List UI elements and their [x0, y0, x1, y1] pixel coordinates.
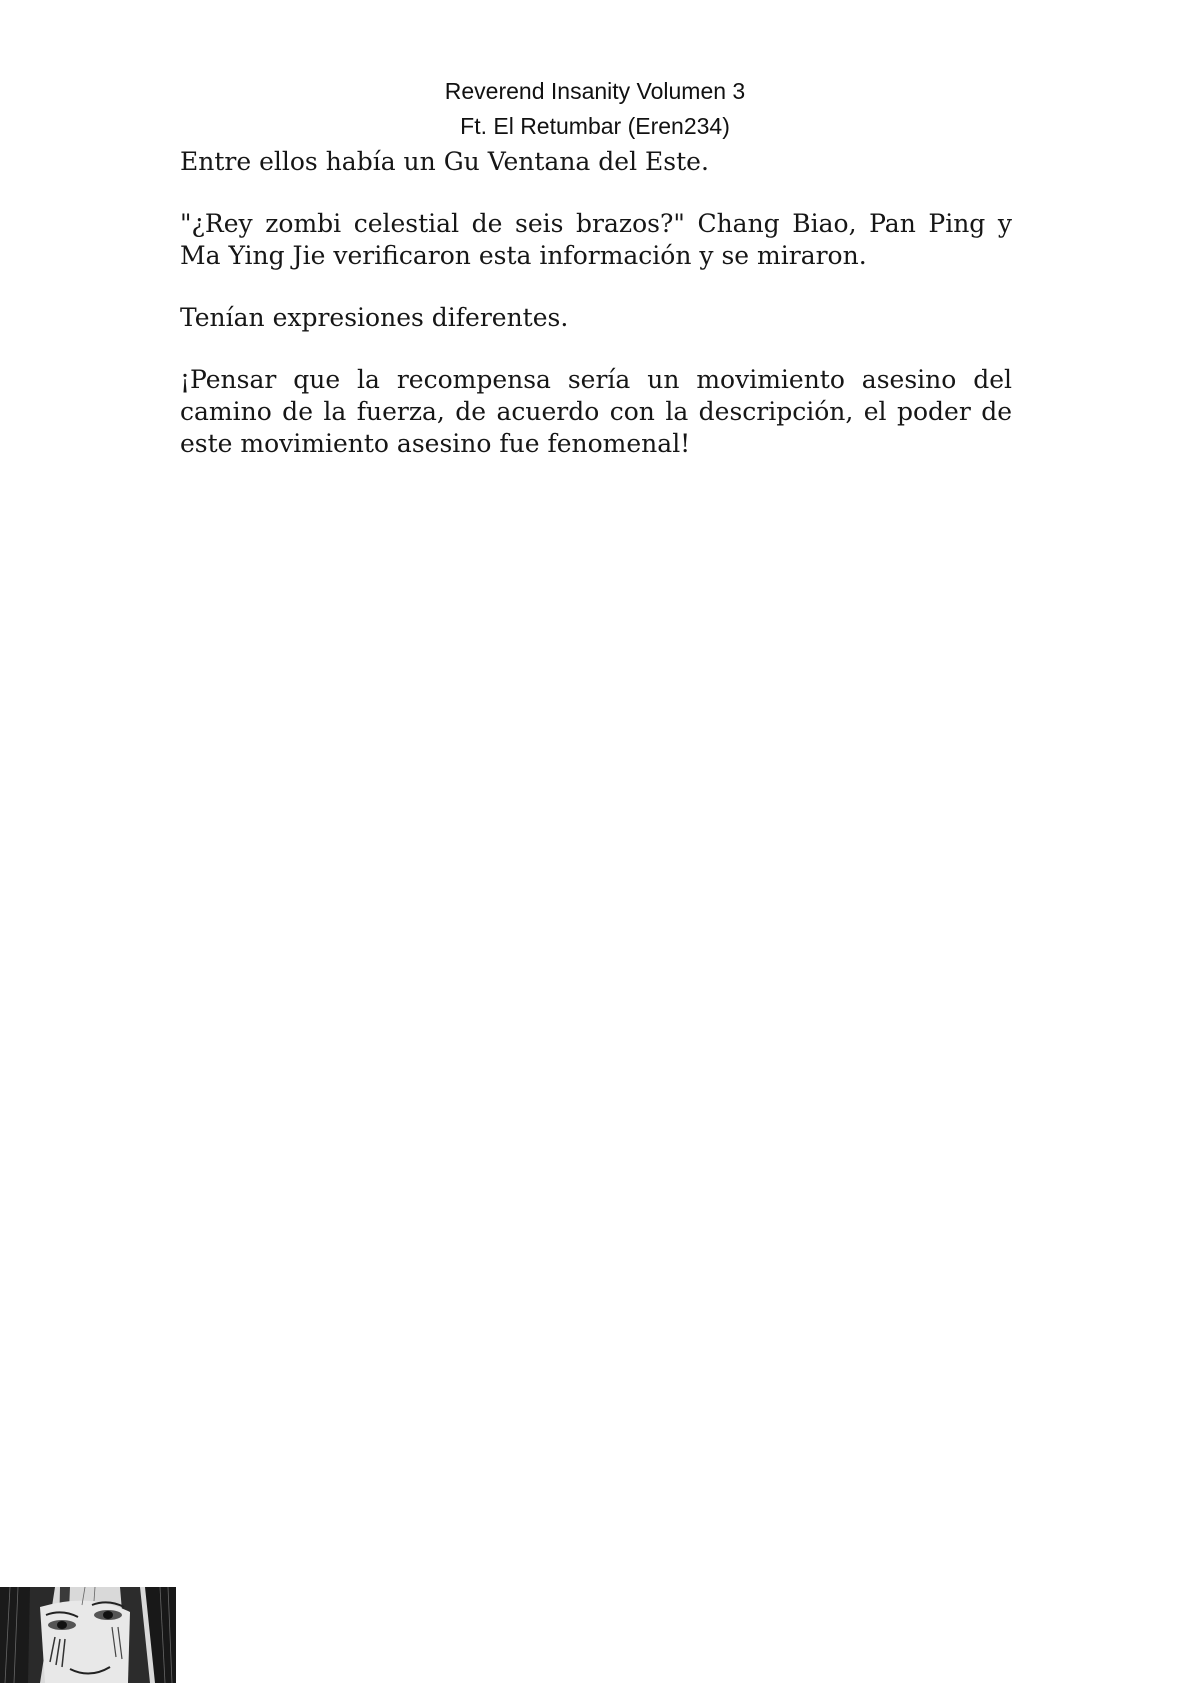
manga-portrait-image: [0, 1587, 176, 1683]
paragraph: "¿Rey zombi celestial de seis brazos?" Chang Biao, Pan Ping y Ma Ying Jie verificaron esta información y se miraron.: [180, 209, 1012, 270]
paragraph: Entre ellos había un Gu Ventana del Este.: [180, 147, 709, 176]
paragraph: ¡Pensar que la recompensa sería un movimiento asesino del camino de la fuerza, de acuerdo con la descripción, el poder de este movimiento asesino fue fenomenal!: [180, 365, 1012, 458]
header-subtitle: Ft. El Retumbar (Eren234): [460, 113, 730, 139]
page-header: [0, 74, 1190, 144]
paragraph: Tenían expresiones diferentes.: [180, 303, 569, 332]
body-text: [180, 146, 1012, 490]
header-title: Reverend Insanity Volumen 3: [444, 78, 746, 104]
